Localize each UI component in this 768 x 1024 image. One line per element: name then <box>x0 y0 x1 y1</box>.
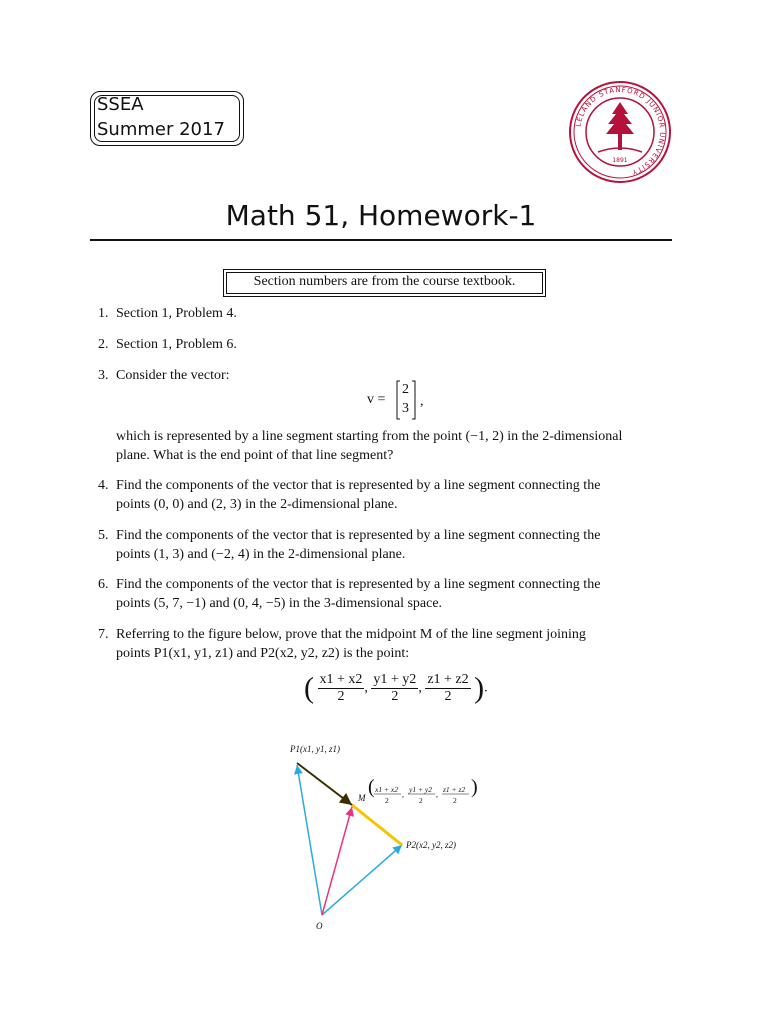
note-text: Section numbers are from the course textbook. <box>253 274 516 289</box>
fig-frac-num: z1 + z2 <box>443 785 466 794</box>
problem-text: points (0, 0) and (2, 3) in the 2-dimensional plane. <box>116 497 398 512</box>
midpoint-figure <box>282 735 512 935</box>
fig-frac-num: y1 + y2 <box>409 785 432 794</box>
vector-entry: 2 <box>402 382 409 397</box>
problem-number: 7. <box>98 627 109 642</box>
segment-mp2 <box>352 805 402 845</box>
problem-number: 4. <box>98 478 109 493</box>
problem-text: Find the components of the vector that is represented by a line segment connecting the <box>116 478 601 493</box>
vector-lhs: v = <box>367 392 386 407</box>
svg-text:LELAND STANFORD JUNIOR UNIVERS: LELAND STANFORD JUNIOR UNIVERSITY <box>574 85 667 177</box>
fraction-numerator: x1 + x2 <box>319 672 363 687</box>
fraction-denominator: 2 <box>337 689 345 704</box>
vector-comma: , <box>420 394 424 409</box>
problem-text: Consider the vector: <box>116 368 230 383</box>
problem-text: plane. What is the end point of that line segment? <box>116 448 394 463</box>
svg-text:): ) <box>471 776 478 798</box>
midpoint-formula: ( $\frac{x1 + x2}{2}$ , $\frac{y1 + y2}{2}$ , $\frac{z1 + z2}{2}$ ). <box>304 671 488 705</box>
svg-text:1891: 1891 <box>612 157 628 164</box>
label-p1: P1(x1, y1, z1) <box>290 744 340 754</box>
problem-text: points (5, 7, −1) and (0, 4, −5) in the 3-dimensional space. <box>116 596 443 611</box>
problem-text: which is represented by a line segment starting from the point (−1, 2) in the 2-dimensional <box>116 429 623 444</box>
fraction-numerator: y1 + y2 <box>373 672 417 687</box>
segment-p1m <box>297 763 352 805</box>
vector-om <box>322 807 352 915</box>
problem-number: 1. <box>98 306 109 321</box>
problem-text: Find the components of the vector that is represented by a line segment connecting the <box>116 577 601 592</box>
problem-text: Find the components of the vector that is represented by a line segment connecting the <box>116 528 601 543</box>
fig-frac-den: 2 <box>385 796 389 805</box>
problem-number: 5. <box>98 528 109 543</box>
fig-frac-num: x1 + x2 <box>375 785 398 794</box>
fraction-numerator: z1 + z2 <box>427 672 469 687</box>
label-p2: P2(x2, y2, z2) <box>406 840 456 850</box>
problem-number: 6. <box>98 577 109 592</box>
problem-number: 2. <box>98 337 109 352</box>
term-label: Summer 2017 <box>97 119 225 140</box>
vector-entry: 3 <box>402 401 409 416</box>
problem-text: points (1, 3) and (−2, 4) in the 2-dimensional plane. <box>116 547 406 562</box>
fig-frac-den: 2 <box>419 796 423 805</box>
stanford-seal-icon <box>568 80 672 184</box>
svg-text:,: , <box>402 790 404 799</box>
problem-text: points P1(x1, y1, z1) and P2(x2, y2, z2) is the point: <box>116 646 410 661</box>
problem-text: Section 1, Problem 4. <box>116 306 237 321</box>
problem-number: 3. <box>98 368 109 383</box>
fraction-denominator: 2 <box>391 689 399 704</box>
label-m: M <box>358 793 366 803</box>
label-o: O <box>316 921 323 931</box>
program-label: SSEA <box>97 94 144 115</box>
title-rule <box>90 239 672 241</box>
fraction-denominator: 2 <box>444 689 452 704</box>
page-title: Math 51, Homework-1 <box>225 199 537 232</box>
svg-text:,: , <box>436 790 438 799</box>
fig-frac-den: 2 <box>453 796 457 805</box>
problem-text: Referring to the figure below, prove that the midpoint M of the line segment joining <box>116 627 586 642</box>
problem-text: Section 1, Problem 6. <box>116 337 237 352</box>
vector-op2 <box>322 845 402 915</box>
vector-op1 <box>297 765 322 915</box>
svg-text:(: ( <box>368 776 375 798</box>
